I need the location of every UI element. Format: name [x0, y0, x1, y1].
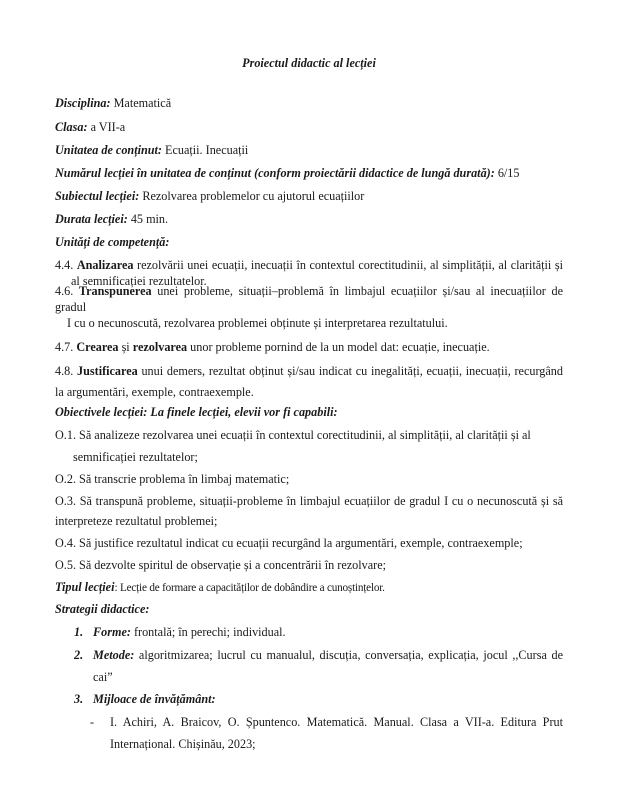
field-label: Durata lecției:: [55, 212, 128, 226]
item-text: Să analizeze rezolvarea unei ecuații în contextul corectitudinii, al simplității, al clarității și al: [76, 428, 531, 442]
item-number: O.4.: [55, 536, 76, 550]
field-label: Subiectul lecției:: [55, 189, 140, 203]
item-label: Metode:: [93, 648, 135, 662]
obiectiv-o5: [55, 558, 386, 572]
competenta-4-6-cont1: gradul: [55, 300, 87, 314]
bullet: -: [90, 715, 95, 729]
mijloc-manual: [90, 715, 563, 729]
strategii-heading: [55, 602, 149, 616]
section-heading: Strategii didactice:: [55, 602, 150, 616]
item-text: și: [118, 340, 133, 354]
strategie-metode-cont: cai”: [93, 670, 113, 684]
item-text: I. Achiri, A. Braicov, O. Șpuntenco. Matematică. Manual. Clasa a VII-a. Editura Prut: [110, 715, 563, 729]
field-clasa: [55, 120, 125, 134]
item-keyword: Justificarea: [77, 364, 138, 378]
item-text: rezolvării unei ecuații, inecuații în contextul corectitudinii, al simplității, al clarității și: [133, 258, 563, 272]
section-heading: Unități de competență:: [55, 235, 170, 249]
strategie-metode: [74, 648, 563, 662]
section-heading: Obiectivele lecției: La finele lecției, elevii vor fi capabili:: [55, 405, 338, 419]
item-number: O.3.: [55, 494, 76, 508]
item-keyword: Crearea: [76, 340, 119, 354]
item-text: algoritmizarea; lucrul cu manualul, discuția, conversația, explicația, jocul ,,Cursa de: [134, 648, 563, 662]
strategie-mijloace: [74, 692, 216, 706]
item-number: O.5.: [55, 558, 76, 572]
mijloc-manual-cont: Internațional. Chișinău, 2023;: [110, 737, 256, 751]
field-numarul: [55, 166, 520, 180]
item-number: 2.: [74, 648, 84, 662]
item-text: unor probleme pornind de la un model dat: ecuație, inecuație.: [187, 340, 490, 354]
obiectiv-o2: [55, 472, 289, 486]
field-disciplina: [55, 96, 171, 110]
item-number: 4.7.: [55, 340, 77, 354]
item-number: O.1.: [55, 428, 76, 442]
item-text: frontală; în perechi; individual.: [130, 625, 286, 639]
obiectiv-o4: [55, 536, 523, 550]
field-label: Unitatea de conținut:: [55, 143, 162, 157]
field-label: Tipul lecției: [55, 580, 115, 594]
tipul-lectiei: [55, 580, 385, 595]
competenta-4-8-cont: la argumentări, exemple, contraexemple.: [55, 385, 254, 399]
item-number: 3.: [74, 692, 84, 706]
item-keyword: Transpunerea: [78, 284, 152, 298]
field-value: 45 min.: [127, 212, 169, 226]
item-label: Forme:: [93, 625, 131, 639]
item-text: Să dezvolte spiritul de observație și a concentrării în rezolvare;: [76, 558, 386, 572]
strategie-forme: [74, 625, 286, 639]
competenta-4-7: [55, 340, 490, 354]
field-label: Clasa:: [55, 120, 88, 134]
unitati-heading: [55, 235, 169, 249]
item-keyword: rezolvarea: [132, 340, 188, 354]
field-value: a VII-a: [87, 120, 126, 134]
item-number: 4.8.: [55, 364, 78, 378]
competenta-4-6-cont2: I cu o necunoscută, rezolvarea problemei obținute și interpretarea rezultatului.: [67, 316, 448, 330]
item-keyword: Analizarea: [76, 258, 134, 272]
item-text: Să transcrie problema în limbaj matematic;: [76, 472, 290, 486]
field-value: : Lecție de formare a capacităților de dobândire a cunoștințelor.: [114, 582, 385, 594]
item-text: unui demers, rezultat obținut și/sau indicat cu inegalități, ecuații, inecuații, recurgând: [137, 364, 563, 378]
item-number: 4.6.: [55, 284, 79, 298]
competenta-4-8: [55, 364, 563, 378]
field-subiectul: [55, 189, 364, 203]
item-number: 4.4.: [55, 258, 77, 272]
competenta-4-4-cont: al semnificației rezultatelor.: [71, 274, 207, 288]
field-label: Numărul lecției în unitatea de conținut (conform proiectării didactice de lungă durată):: [55, 166, 495, 180]
field-unitatea: [55, 143, 248, 157]
competenta-4-4: [55, 258, 563, 272]
field-label: Disciplina:: [55, 96, 111, 110]
item-text: unei probleme, situații–problemă în limbajul ecuațiilor și/sau al inecuațiilor de: [151, 284, 563, 298]
obiectiv-o3-cont: interpreteze rezultatul problemei;: [55, 514, 218, 528]
competenta-4-6-line: [55, 284, 563, 298]
field-value: 6/15: [494, 166, 520, 180]
item-text: Să justifice rezultatul indicat cu ecuații recurgând la argumentări, exemple, contraexemple;: [76, 536, 523, 550]
document-title: Proiectul didactic al lecției: [242, 56, 376, 70]
item-number: O.2.: [55, 472, 76, 486]
obiectiv-o1-cont: semnificației rezultatelor;: [73, 450, 198, 464]
item-label: Mijloace de învățământ:: [93, 692, 216, 706]
field-value: Rezolvarea problemelor cu ajutorul ecuațiilor: [139, 189, 365, 203]
item-text: Să transpună probleme, situații-probleme în limbajul ecuațiilor de gradul I cu o necunoscută și să: [76, 494, 563, 508]
item-number: 1.: [74, 625, 84, 639]
obiectiv-o3: [55, 494, 563, 508]
obiectiv-o1: [55, 428, 531, 442]
field-durata: [55, 212, 168, 226]
field-value: Matematică: [110, 96, 172, 110]
field-value: Ecuații. Inecuații: [162, 143, 249, 157]
obiective-heading: [55, 405, 338, 419]
